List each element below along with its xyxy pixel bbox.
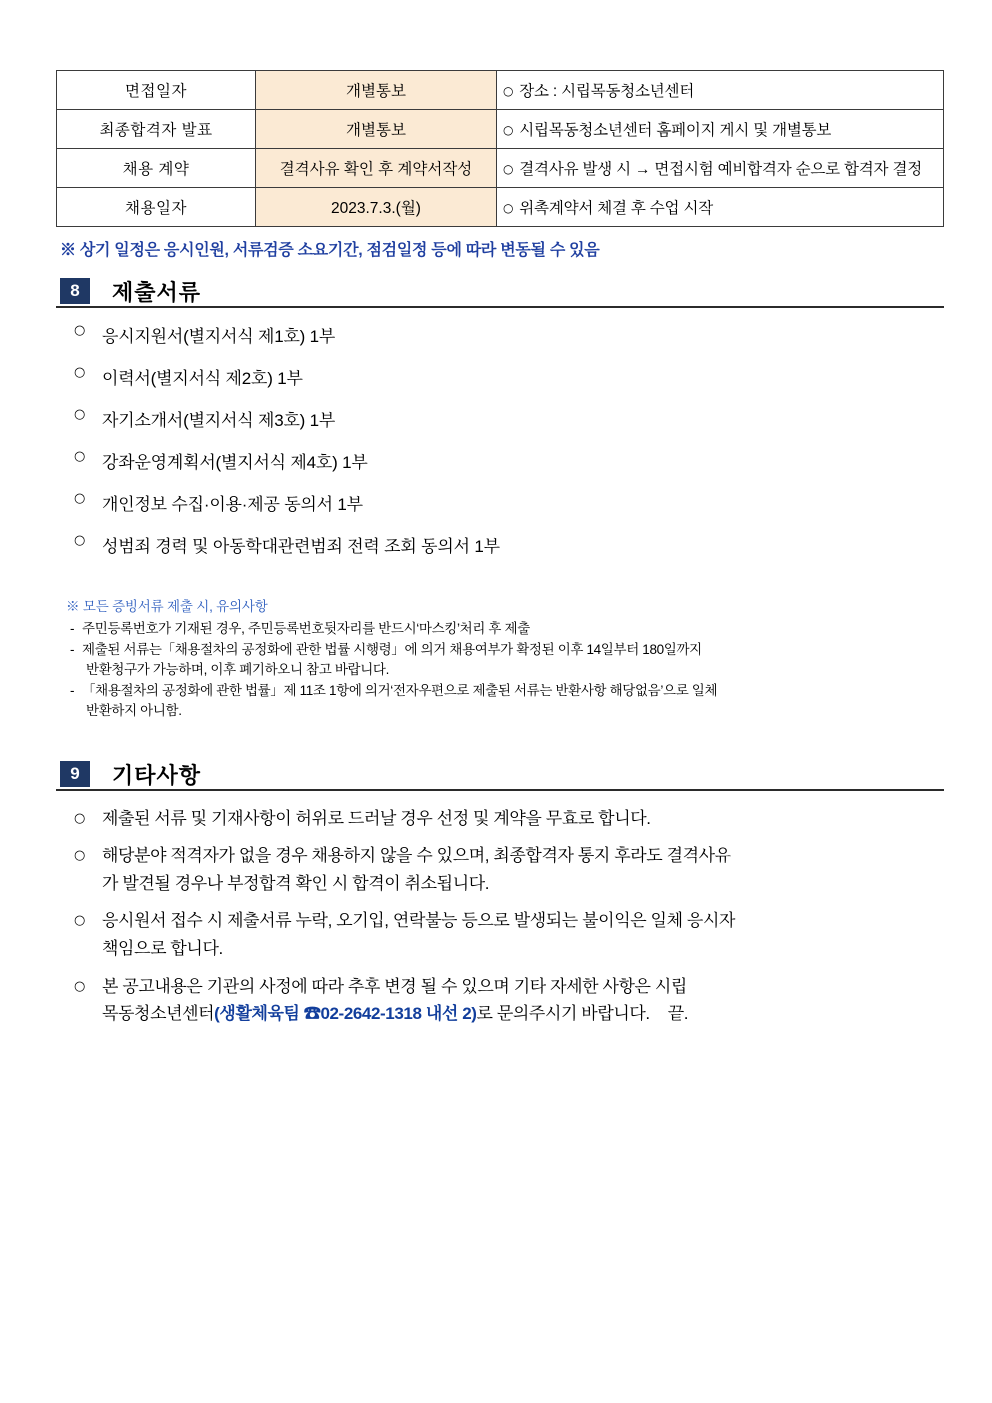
item-line: 응시원서 접수 시 제출서류 누락, 오기입, 연락불능 등으로 발생되는 불이익은 일체 응시자: [102, 911, 735, 931]
list-item: [66, 619, 936, 639]
item-line-prefix: 목동청소년센터: [102, 1004, 215, 1024]
item-line-suffix: 로 문의주시기 바랍니다.: [476, 1004, 650, 1024]
schedule-date: 개별통보: [256, 110, 497, 149]
caution-line-cont: 반환청구가 가능하며, 이후 폐기하오니 참고 바랍니다.: [86, 661, 390, 677]
schedule-note: [497, 71, 944, 110]
list-item: ○ 강좌운영계획서(별지서식 제4호) 1부: [56, 448, 936, 473]
list-item: [56, 805, 936, 833]
schedule-table: [56, 70, 944, 227]
list-item: ○ 개인정보 수집·이용·제공 동의서 1부: [56, 490, 936, 515]
schedule-label: 채용일자: [57, 188, 256, 227]
caution-line: 「채용절차의 공정화에 관한 법률」제 11조 1항에 의거‘전자우편으로 제출된 서류는 반환사항 해당없음’으로 일체: [82, 682, 718, 698]
table-row: [57, 110, 944, 149]
circle-bullet-icon: ○: [503, 123, 514, 137]
item-line: 제출된 서류 및 기재사항이 허위로 드러날 경우 선정 및 계약을 무효로 합니다.: [102, 808, 651, 828]
list-item: [56, 907, 936, 962]
circle-bullet-icon: ○: [503, 84, 514, 98]
circle-bullet-icon: ○: [503, 201, 514, 215]
schedule-note: [497, 149, 944, 188]
section-other-matters: [56, 761, 936, 1028]
submission-document-list: [56, 322, 936, 557]
caution-line-cont: 반환하지 아니함.: [86, 702, 182, 718]
section-header: [56, 278, 944, 308]
list-item: ○ 응시지원서(별지서식 제1호) 1부: [56, 322, 936, 347]
caution-list: [66, 619, 936, 721]
schedule-note: [497, 110, 944, 149]
contact-highlight: (생활체육팀 ☎02-2642-1318 내선 2): [214, 1004, 477, 1024]
schedule-date: 개별통보: [256, 71, 497, 110]
item-line: 해당분야 적격자가 없을 경우 채용하지 않을 수 있으며, 최종합격자 통지 후라도 결격사유: [102, 846, 731, 866]
table-row: [57, 71, 944, 110]
section-number-badge: 8: [60, 278, 90, 304]
section-number-badge: 9: [60, 761, 90, 787]
list-item: ○ 이력서(별지서식 제2호) 1부: [56, 364, 936, 389]
schedule-label: 채용 계약: [57, 149, 256, 188]
schedule-note-text: 시립목동청소년센터 홈페이지 게시 및 개별통보: [519, 122, 832, 139]
list-item: ○ 자기소개서(별지서식 제3호) 1부: [56, 406, 936, 431]
list-item: [56, 973, 936, 1028]
list-item: [66, 681, 936, 721]
caution-title: ※ 모든 증빙서류 제출 시, 유의사항: [66, 599, 268, 614]
schedule-footnote: ※ 상기 일정은 응시인원, 서류검증 소요기간, 점검일정 등에 따라 변동될 수 있음: [60, 242, 600, 259]
list-item: ○ 성범죄 경력 및 아동학대관련범죄 전력 조회 동의서 1부: [56, 532, 936, 557]
section-header: [56, 761, 944, 791]
other-matters-list: [56, 805, 936, 1028]
schedule-note: [497, 188, 944, 227]
schedule-date: 결격사유 확인 후 계약서작성: [256, 149, 497, 188]
caution-line: 제출된 서류는「채용절차의 공정화에 관한 법률 시행령」에 의거 채용여부가 확정된 이후 14일부터 180일까지: [82, 641, 702, 657]
schedule-table-body: [57, 71, 944, 227]
caution-line: 주민등록번호가 기재된 경우, 주민등록번호뒷자리를 반드시‘마스킹’처리 후 제출: [82, 621, 530, 636]
item-line: 책임으로 합니다.: [102, 938, 223, 958]
list-item: [56, 842, 936, 897]
section-submission-documents: [56, 278, 936, 721]
schedule-date: 2023.7.3.(월): [256, 188, 497, 227]
table-row: [57, 188, 944, 227]
caution-block: [66, 595, 936, 721]
schedule-label: 최종합격자 발표: [57, 110, 256, 149]
list-item: [66, 640, 936, 680]
schedule-note-text: 장소 : 시립목동청소년센터: [519, 83, 695, 100]
schedule-label: 면접일자: [57, 71, 256, 110]
schedule-note-text: 위촉계약서 체결 후 수업 시작: [519, 200, 713, 217]
circle-bullet-icon: ○: [503, 162, 514, 176]
item-line: 본 공고내용은 기관의 사정에 따라 추후 변경 될 수 있으며 기타 자세한 사항은 시립: [102, 976, 687, 996]
item-line: 가 발견될 경우나 부정합격 확인 시 합격이 취소됩니다.: [102, 873, 490, 893]
end-mark: 끝.: [667, 1004, 689, 1024]
table-row: [57, 149, 944, 188]
section-title: 제출서류: [112, 279, 202, 305]
schedule-note-text: 결격사유 발생 시 → 면접시험 예비합격자 순으로 합격자 결정: [519, 161, 922, 178]
section-title: 기타사항: [112, 762, 202, 788]
